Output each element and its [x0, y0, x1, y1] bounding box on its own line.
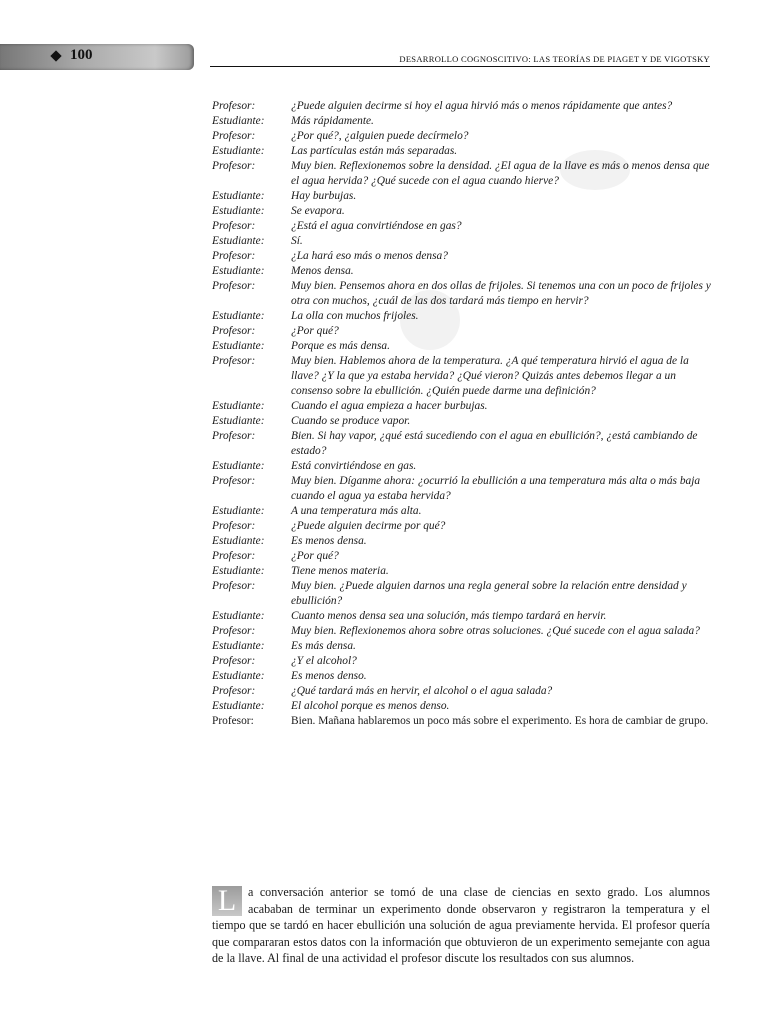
speaker-label: Profesor:	[212, 430, 256, 442]
utterance-text: Sí.	[291, 235, 303, 247]
dialogue-turn	[212, 579, 712, 609]
speaker-label: Profesor:	[212, 550, 256, 562]
utterance-text: ¿Por qué?, ¿alguien puede decírmelo?	[291, 130, 469, 142]
speaker-label: Estudiante:	[212, 265, 265, 277]
dialogue-turn	[212, 189, 712, 204]
speaker-label: Estudiante:	[212, 145, 265, 157]
utterance-text: Cuando se produce vapor.	[291, 415, 411, 427]
utterance-text: Muy bien. Reflexionemos sobre la densidad. ¿El agua de la llave es más o menos densa que el agua hervida? ¿Qué sucede con el agua cuando hierve?	[291, 160, 710, 187]
speaker-label: Estudiante:	[212, 310, 265, 322]
speaker-label: Profesor:	[212, 100, 256, 112]
dialogue-turn	[212, 429, 712, 459]
utterance-text: Muy bien. Pensemos ahora en dos ollas de frijoles. Si tenemos una con un poco de frijoles y otra con muchos, ¿cuál de las dos tardará más tiempo en hervir?	[291, 280, 711, 307]
speaker-label: Estudiante:	[212, 505, 265, 517]
utterance-text: ¿La hará eso más o menos densa?	[291, 250, 448, 262]
utterance-text: El alcohol porque es menos denso.	[291, 700, 450, 712]
speaker-label: Profesor:	[212, 625, 256, 637]
speaker-label: Profesor:	[212, 685, 256, 697]
dialogue-turn	[212, 309, 712, 324]
utterance-text: ¿Qué tardará más en hervir, el alcohol o el agua salada?	[291, 685, 553, 697]
speaker-label: Estudiante:	[212, 460, 265, 472]
dialogue-turn	[212, 714, 712, 729]
speaker-label: Profesor:	[212, 130, 256, 142]
speaker-label: Profesor:	[212, 280, 256, 292]
utterance-text: Bien. Mañana hablaremos un poco más sobre el experimento. Es hora de cambiar de grupo.	[291, 715, 709, 727]
speaker-label: Estudiante:	[212, 415, 265, 427]
utterance-text: Muy bien. ¿Puede alguien darnos una regla general sobre la relación entre densidad y ebullición?	[291, 580, 687, 607]
speaker-label: Profesor:	[212, 220, 256, 232]
speaker-label: Estudiante:	[212, 205, 265, 217]
utterance-text: Muy bien. Reflexionemos ahora sobre otras soluciones. ¿Qué sucede con el agua salada?	[291, 625, 700, 637]
speaker-label: Estudiante:	[212, 565, 265, 577]
utterance-text: Está convirtiéndose en gas.	[291, 460, 417, 472]
dialogue-turn	[212, 624, 712, 639]
utterance-text: ¿Y el alcohol?	[291, 655, 357, 667]
dialogue-turn	[212, 639, 712, 654]
dialogue-turn	[212, 699, 712, 714]
utterance-text: Tiene menos materia.	[291, 565, 389, 577]
speaker-label: Profesor:	[212, 250, 256, 262]
page-number-block	[52, 47, 93, 64]
diamond-icon	[50, 50, 61, 61]
utterance-text: Es menos densa.	[291, 535, 367, 547]
dialogue-turn	[212, 339, 712, 354]
dialogue-turn	[212, 534, 712, 549]
speaker-label: Estudiante:	[212, 670, 265, 682]
running-head: DESARROLLO COGNOSCITIVO: LAS TEORÍAS DE PIAGET Y DE VIGOTSKY	[399, 54, 710, 64]
speaker-label: Estudiante:	[212, 400, 265, 412]
dialogue-turn	[212, 324, 712, 339]
dialogue-turn	[212, 399, 712, 414]
utterance-text: La olla con muchos frijoles.	[291, 310, 419, 322]
dialogue-turn	[212, 354, 712, 399]
paragraph-text: a conversación anterior se tomó de una clase de ciencias en sexto grado. Los alumnos acababan de terminar un experimento donde observaron y registraron la temperatura y el tiempo que se tardó en hacer ebullición una solución de agua previamente hervida. El profesor quería que compararan estos datos con la información que obtuvieron de un experimento semejante con agua de la llave. Al final de una actividad el profesor discute los resultados con sus alumnos.	[212, 885, 710, 965]
dialogue-turn	[212, 159, 712, 189]
utterance-text: Es más densa.	[291, 640, 356, 652]
page-number-tab	[0, 44, 194, 70]
utterance-text: Menos densa.	[291, 265, 354, 277]
dialogue-turn	[212, 234, 712, 249]
dialogue-turn	[212, 564, 712, 579]
dialogue-turn	[212, 459, 712, 474]
utterance-text: Bien. Si hay vapor, ¿qué está sucediendo con el agua en ebullición?, ¿está cambiando de estado?	[291, 430, 698, 457]
page-number: 100	[70, 47, 93, 63]
utterance-text: ¿Por qué?	[291, 550, 339, 562]
utterance-text: Porque es más densa.	[291, 340, 390, 352]
speaker-label: Estudiante:	[212, 535, 265, 547]
speaker-label: Profesor:	[212, 580, 256, 592]
utterance-text: Se evapora.	[291, 205, 345, 217]
utterance-text: Hay burbujas.	[291, 190, 357, 202]
dialogue-turn	[212, 204, 712, 219]
utterance-text: ¿Puede alguien decirme si hoy el agua hirvió más o menos rápidamente que antes?	[291, 100, 673, 112]
speaker-label: Profesor:	[212, 715, 254, 727]
dialogue-turn	[212, 249, 712, 264]
dialogue-turn	[212, 114, 712, 129]
utterance-text: ¿Está el agua convirtiéndose en gas?	[291, 220, 462, 232]
dialogue-turn	[212, 474, 712, 504]
dialogue-turn	[212, 609, 712, 624]
dialogue-turn	[212, 654, 712, 669]
dialogue-turn	[212, 219, 712, 234]
dialogue-turn	[212, 504, 712, 519]
dialogue-turn	[212, 144, 712, 159]
dialogue-turn	[212, 549, 712, 564]
speaker-label: Estudiante:	[212, 640, 265, 652]
speaker-label: Estudiante:	[212, 340, 265, 352]
dialogue-turn	[212, 684, 712, 699]
speaker-label: Estudiante:	[212, 610, 265, 622]
speaker-label: Profesor:	[212, 475, 256, 487]
dialogue-turn	[212, 669, 712, 684]
utterance-text: A una temperatura más alta.	[291, 505, 422, 517]
speaker-label: Profesor:	[212, 355, 256, 367]
utterance-text: Las partículas están más separadas.	[291, 145, 458, 157]
speaker-label: Profesor:	[212, 655, 256, 667]
dialogue-turn	[212, 519, 712, 534]
dialogue-turn	[212, 129, 712, 144]
dialogue-transcript	[212, 99, 712, 729]
utterance-text: Muy bien. Hablemos ahora de la temperatura. ¿A qué temperatura hirvió el agua de la llave? ¿Y la que ya estaba hervida? ¿Qué vieron? Quizás antes debemos llegar a un consenso sobre la ebullición. ¿Quién puede darme una definición?	[291, 355, 689, 397]
utterance-text: Muy bien. Díganme ahora: ¿ocurrió la ebullición a una temperatura más alta o más baja cuando el agua ya estaba hervida?	[291, 475, 701, 502]
dialogue-turn	[212, 414, 712, 429]
utterance-text: Más rápidamente.	[291, 115, 374, 127]
utterance-text: ¿Por qué?	[291, 325, 339, 337]
speaker-label: Estudiante:	[212, 700, 265, 712]
utterance-text: ¿Puede alguien decirme por qué?	[291, 520, 446, 532]
header-rule	[210, 66, 710, 67]
dialogue-turn	[212, 99, 712, 114]
dialogue-turn	[212, 279, 712, 309]
speaker-label: Profesor:	[212, 325, 256, 337]
speaker-label: Estudiante:	[212, 115, 265, 127]
speaker-label: Profesor:	[212, 520, 256, 532]
utterance-text: Cuanto menos densa sea una solución, más tiempo tardará en hervir.	[291, 610, 607, 622]
body-paragraph	[212, 884, 710, 967]
utterance-text: Es menos denso.	[291, 670, 367, 682]
drop-cap: L	[212, 886, 242, 916]
speaker-label: Estudiante:	[212, 190, 265, 202]
speaker-label: Estudiante:	[212, 235, 265, 247]
speaker-label: Profesor:	[212, 160, 256, 172]
dialogue-turn	[212, 264, 712, 279]
utterance-text: Cuando el agua empieza a hacer burbujas.	[291, 400, 488, 412]
